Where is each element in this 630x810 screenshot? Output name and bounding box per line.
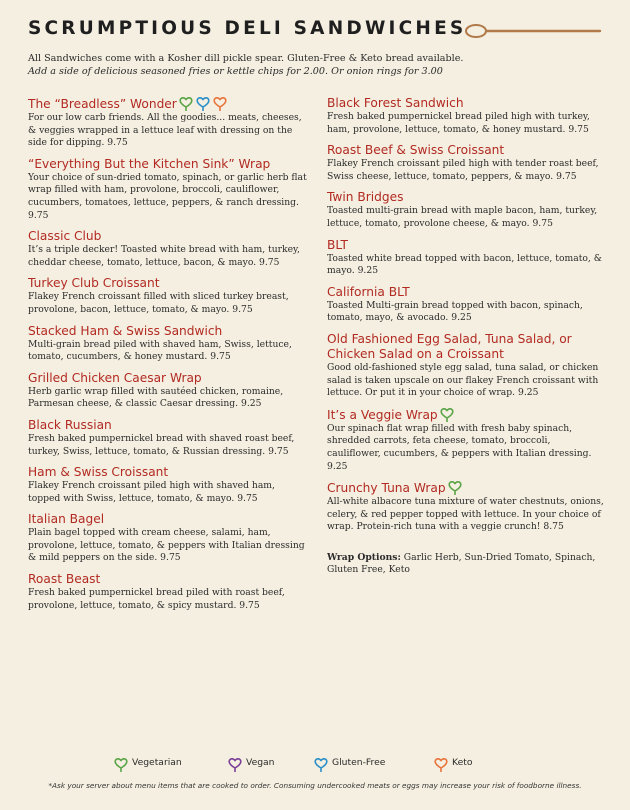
menu-item-name <box>28 512 308 527</box>
menu-item-description: Fresh baked pumpernickel bread with shaved roast beef, turkey, Swiss, lettuce, tomato, & Russian dressing. 9.75 <box>28 432 295 457</box>
menu-item <box>327 143 605 183</box>
diet-legend <box>0 757 630 777</box>
menu-item-name-text: Turkey Club Croissant <box>28 276 160 291</box>
menu-item-description: Our spinach flat wrap filled with fresh baby spinach, shredded carrots, feta cheese, tomato, broccoli, cauliflower, cucumbers, & peppers with Italian dressing. 9.25 <box>327 422 592 472</box>
menu-item-name-text: Twin Bridges <box>327 190 404 205</box>
menu-item-name-text: It’s a Veggie Wrap <box>327 407 438 422</box>
intro-line-1: All Sandwiches come with a Kosher dill pickle spear. Gluten-Free & Keto bread available. <box>28 53 464 64</box>
menu-item-description: Plain bagel topped with cream cheese, salami, ham, provolone, lettuce, tomato, & peppers with Italian dressing & mild peppers on the side. 9.75 <box>28 527 305 564</box>
menu-item-name <box>28 418 308 433</box>
spoon-icon <box>464 22 604 40</box>
menu-item-name-text: Italian Bagel <box>28 512 105 527</box>
menu-item <box>327 96 605 136</box>
menu-item <box>28 229 308 269</box>
menu-item-description: Toasted multi-grain bread with maple bacon, ham, turkey, lettuce, tomato, provolone cheese, & mayo. 9.75 <box>327 205 598 229</box>
menu-item-description: Flakey French croissant piled high with tender roast beef, Swiss cheese, lettuce, tomato, peppers, & mayo. 9.75 <box>327 158 599 182</box>
menu-item-name <box>28 371 308 386</box>
menu-item <box>327 407 605 473</box>
menu-item <box>28 418 308 458</box>
menu-item-name-text: Crunchy Tuna Wrap <box>327 481 446 496</box>
keto-heart-icon <box>433 757 449 772</box>
menu-item-name <box>327 190 605 205</box>
menu-item-name <box>327 238 605 253</box>
menu-item-description: All-white albacore tuna mixture of water chestnuts, onions, celery, & red pepper topped with lettuce. In your choice of wrap. Protein-rich tuna with a veggie crunch! 8.75 <box>327 496 604 533</box>
legend-vegan <box>226 757 275 772</box>
right-items <box>327 96 605 534</box>
menu-item-name-text: Black Russian <box>28 417 112 432</box>
menu-item <box>28 512 308 565</box>
menu-item <box>327 480 605 534</box>
intro-line-2: Add a side of delicious seasoned fries or kettle chips for 2.00. Or onion rings for 3.00 <box>28 66 443 77</box>
legend-gluten-free <box>312 757 385 772</box>
menu-item-description: Your choice of sun-dried tomato, spinach, or garlic herb flat wrap filled with ham, provolone, broccoli, cauliflower, cucumbers, tomatoes, lettuce, peppers, & ranch dressing. 9.75 <box>28 171 307 221</box>
legend-label: Keto <box>452 757 473 768</box>
menu-item-description: Fresh baked pumpernickel bread piled high with turkey, ham, provolone, lettuce, tomato, & honey mustard. 9.75 <box>327 111 590 135</box>
menu-item-name-text: Grilled Chicken Caesar Wrap <box>28 370 202 385</box>
menu-item-description: Fresh baked pumpernickel bread piled with roast beef, provolone, lettuce, tomato, & spicy mustard. 9.75 <box>28 587 285 611</box>
menu-item-description: Flakey French croissant piled high with shaved ham, topped with Swiss, lettuce, tomato, & mayo. 9.75 <box>28 480 275 504</box>
menu-item-name <box>28 157 308 172</box>
menu-item-name <box>327 285 605 300</box>
menu-item-name-text: BLT <box>327 237 348 252</box>
menu-item <box>327 190 605 230</box>
menu-item-name-text: “Everything But the Kitchen Sink” Wrap <box>28 156 271 171</box>
legend-label: Vegan <box>246 757 275 768</box>
menu-item-name <box>327 407 605 423</box>
vegetarian-heart-icon <box>178 96 194 111</box>
wrap-options-text: Garlic Herb, Sun-Dried Tomato, Spinach, Gluten Free, Keto <box>327 551 596 576</box>
menu-item-description: For our low carb friends. All the goodies... meats, cheeses, & veggies wrapped in a lettuce leaf with dressing on the side for dipping. 9.75 <box>28 112 302 149</box>
wrap-options-label: Wrap Options: <box>327 551 401 563</box>
menu-item <box>327 285 605 325</box>
menu-item-name-text: Classic Club <box>28 229 102 244</box>
menu-item <box>28 465 308 505</box>
menu-item-name-text: Roast Beef & Swiss Croissant <box>327 143 505 158</box>
menu-item-name <box>327 332 605 362</box>
menu-item-name <box>28 276 308 291</box>
menu-item-name <box>28 96 308 112</box>
page-title: SCRUMPTIOUS DELI SANDWICHES <box>28 18 467 39</box>
vegan-heart-icon <box>227 757 243 772</box>
menu-item-name-text: California BLT <box>327 284 410 299</box>
menu-item <box>28 572 308 612</box>
menu-item-description: Multi-grain bread piled with shaved ham, Swiss, lettuce, tomato, cucumbers, & honey mustard. 9.75 <box>28 338 292 363</box>
menu-item-name <box>327 480 605 496</box>
menu-item-name <box>28 229 308 244</box>
vegetarian-heart-icon <box>439 407 455 422</box>
menu-item <box>28 96 308 150</box>
menu-item-name-text: The “Breadless” Wonder <box>28 97 177 111</box>
menu-item-description: Good old-fashioned style egg salad, tuna salad, or chicken salad is taken upscale on our flakey French croissant with lettuce. Or put it in your choice of wrap. 9.25 <box>327 361 599 399</box>
legend-label: Vegetarian <box>132 757 182 768</box>
menu-item <box>327 238 605 278</box>
menu-item-name <box>28 465 308 480</box>
menu-item <box>28 371 308 411</box>
menu-item-name-text: Ham & Swiss Croissant <box>28 465 169 480</box>
menu-item-name <box>327 143 605 158</box>
menu-item-name <box>327 96 605 111</box>
menu-item-name-text: Black Forest Sandwich <box>327 96 464 110</box>
gluten-free-heart-icon <box>313 757 329 772</box>
gluten-free-heart-icon <box>195 96 211 111</box>
left-column <box>28 96 308 619</box>
menu-item-name-text: Old Fashioned Egg Salad, Tuna Salad, or Chicken Salad on a Croissant <box>327 331 572 361</box>
vegetarian-heart-icon <box>447 480 463 495</box>
menu-item-name-text: Roast Beast <box>28 572 101 587</box>
menu-item <box>28 157 308 222</box>
menu-item-name-text: Stacked Ham & Swiss Sandwich <box>28 323 223 338</box>
menu-item-description: Toasted Multi-grain bread topped with bacon, spinach, tomato, mayo, & avocado. 9.25 <box>327 299 583 324</box>
menu-item-description: It’s a triple decker! Toasted white bread with ham, turkey, cheddar cheese, tomato, lettuce, bacon, & mayo. 9.75 <box>28 244 300 268</box>
legend-vegetarian <box>112 757 182 772</box>
legend-label: Gluten-Free <box>332 757 386 768</box>
legend-keto <box>432 757 472 772</box>
menu-item-name <box>28 572 308 587</box>
menu-item <box>28 324 308 364</box>
wrap-options <box>327 552 605 577</box>
footnote: *Ask your server about menu items that are cooked to order. Consuming undercooked meats or eggs may increase your risk of foodborne illness. <box>48 781 582 790</box>
vegetarian-heart-icon <box>113 757 129 772</box>
menu-item-description: Toasted white bread topped with bacon, lettuce, tomato, & mayo. 9.25 <box>327 252 602 277</box>
menu-item-name <box>28 324 308 339</box>
menu-item <box>28 276 308 316</box>
keto-heart-icon <box>212 96 228 111</box>
menu-item-description: Flakey French croissant filled with sliced turkey breast, provolone, bacon, lettuce, tomato, & mayo. 9.75 <box>28 291 289 315</box>
menu-item-description: Herb garlic wrap filled with sautéed chicken, romaine, Parmesan cheese, & classic Caesar dressing. 9.25 <box>28 385 284 410</box>
menu-item <box>327 332 605 400</box>
right-column <box>327 96 605 577</box>
